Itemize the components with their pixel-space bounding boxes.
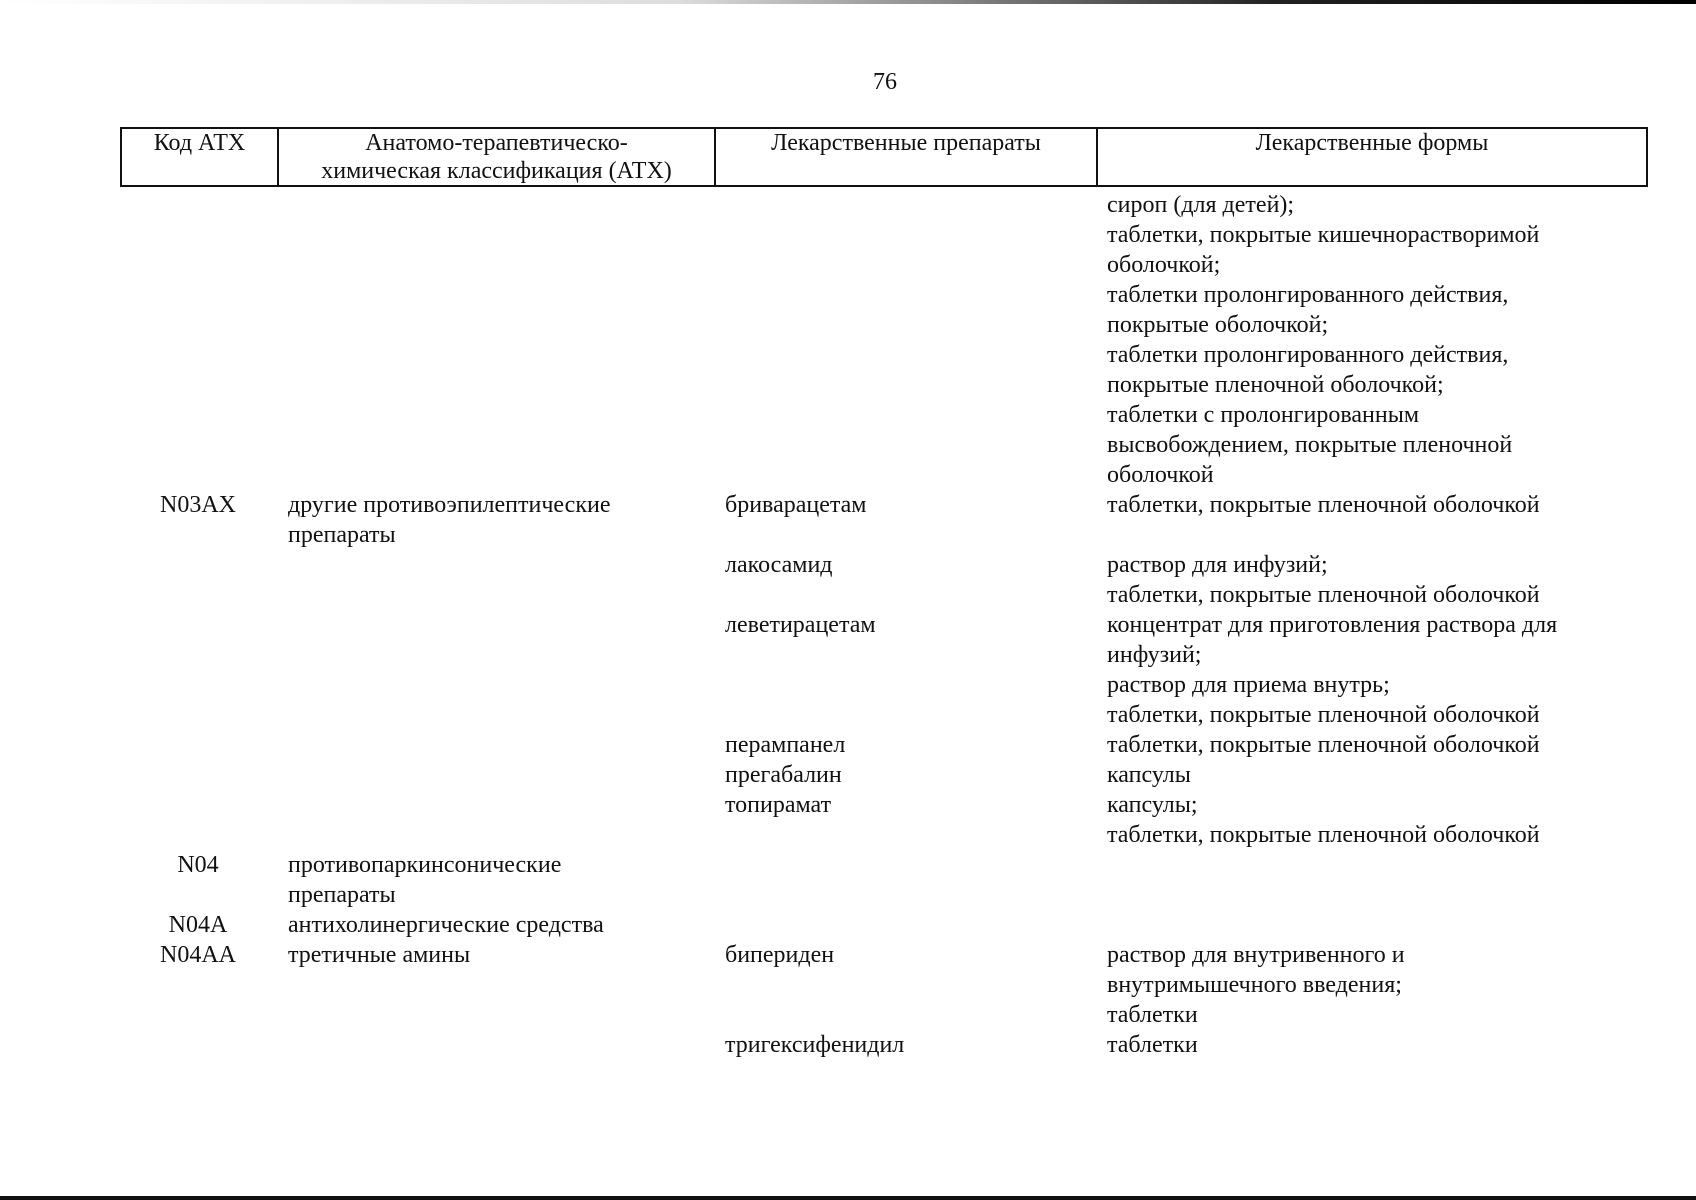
scan-edge-top: [0, 0, 1696, 4]
header-drugs-label: Лекарственные препараты: [771, 130, 1041, 156]
form-line: таблетки пролонгированного действия,: [1107, 282, 1509, 308]
drug-name: леветирацетам: [725, 612, 876, 638]
atc-code: N04A: [168, 912, 228, 938]
classification-line: противопаркинсонические: [288, 852, 562, 878]
form-line: концентрат для приготовления раствора для: [1107, 612, 1558, 638]
form-line: таблетки: [1107, 1002, 1198, 1028]
classification-line: антихолинергические средства: [288, 912, 604, 938]
page-number: 76: [873, 69, 897, 95]
header-forms: [1098, 129, 1646, 185]
header-forms-label: Лекарственные формы: [1255, 130, 1489, 156]
drug-name: перампанел: [725, 732, 846, 758]
form-line: внутримышечного введения;: [1107, 972, 1402, 998]
classification-line: препараты: [288, 882, 396, 908]
table-header: [120, 127, 1648, 187]
header-code: [122, 129, 279, 185]
form-line: таблетки пролонгированного действия,: [1107, 342, 1509, 368]
drug-name: лакосамид: [725, 552, 833, 578]
form-line: раствор для инфузий;: [1107, 552, 1328, 578]
form-line: таблетки, покрытые пленочной оболочкой: [1107, 732, 1540, 758]
form-line: оболочкой: [1107, 462, 1214, 488]
classification-line: другие противоэпилептические: [288, 492, 611, 518]
header-classification: [279, 129, 716, 185]
form-line: раствор для внутривенного и: [1107, 942, 1405, 968]
drug-name: прегабалин: [725, 762, 842, 788]
drug-name: бриварацетам: [725, 492, 867, 518]
form-line: таблетки, покрытые пленочной оболочкой: [1107, 702, 1540, 728]
drug-name: бипериден: [725, 942, 835, 968]
form-line: оболочкой;: [1107, 252, 1221, 278]
form-line: сироп (для детей);: [1107, 192, 1295, 218]
form-line: покрытые пленочной оболочкой;: [1107, 372, 1444, 398]
atc-code: N03AX: [160, 492, 236, 518]
form-line: таблетки: [1107, 1032, 1198, 1058]
form-line: покрытые оболочкой;: [1107, 312, 1329, 338]
form-line: капсулы;: [1107, 792, 1198, 818]
form-line: раствор для приема внутрь;: [1107, 672, 1390, 698]
header-classification-line-2: химическая классификация (АТХ): [321, 158, 672, 184]
form-line: таблетки, покрытые пленочной оболочкой: [1107, 582, 1540, 608]
form-line: капсулы: [1107, 762, 1191, 788]
atc-code: N04: [177, 852, 219, 878]
form-line: таблетки, покрытые кишечнорастворимой: [1107, 222, 1540, 248]
form-line: таблетки, покрытые пленочной оболочкой: [1107, 822, 1540, 848]
classification-line: препараты: [288, 522, 396, 548]
form-line: таблетки, покрытые пленочной оболочкой: [1107, 492, 1540, 518]
form-line: таблетки с пролонгированным: [1107, 402, 1420, 428]
header-classification-line-1: Анатомо-терапевтическо-: [365, 130, 628, 156]
form-line: высвобождением, покрытые пленочной: [1107, 432, 1513, 458]
drug-name: тригексифенидил: [725, 1032, 905, 1058]
scan-edge-bottom: [0, 1196, 1696, 1200]
drug-name: топирамат: [725, 792, 832, 818]
header-code-label: Код АТХ: [153, 130, 246, 156]
atc-code: N04AA: [160, 942, 236, 968]
classification-line: третичные амины: [288, 942, 471, 968]
header-drugs: [716, 129, 1098, 185]
form-line: инфузий;: [1107, 642, 1202, 668]
